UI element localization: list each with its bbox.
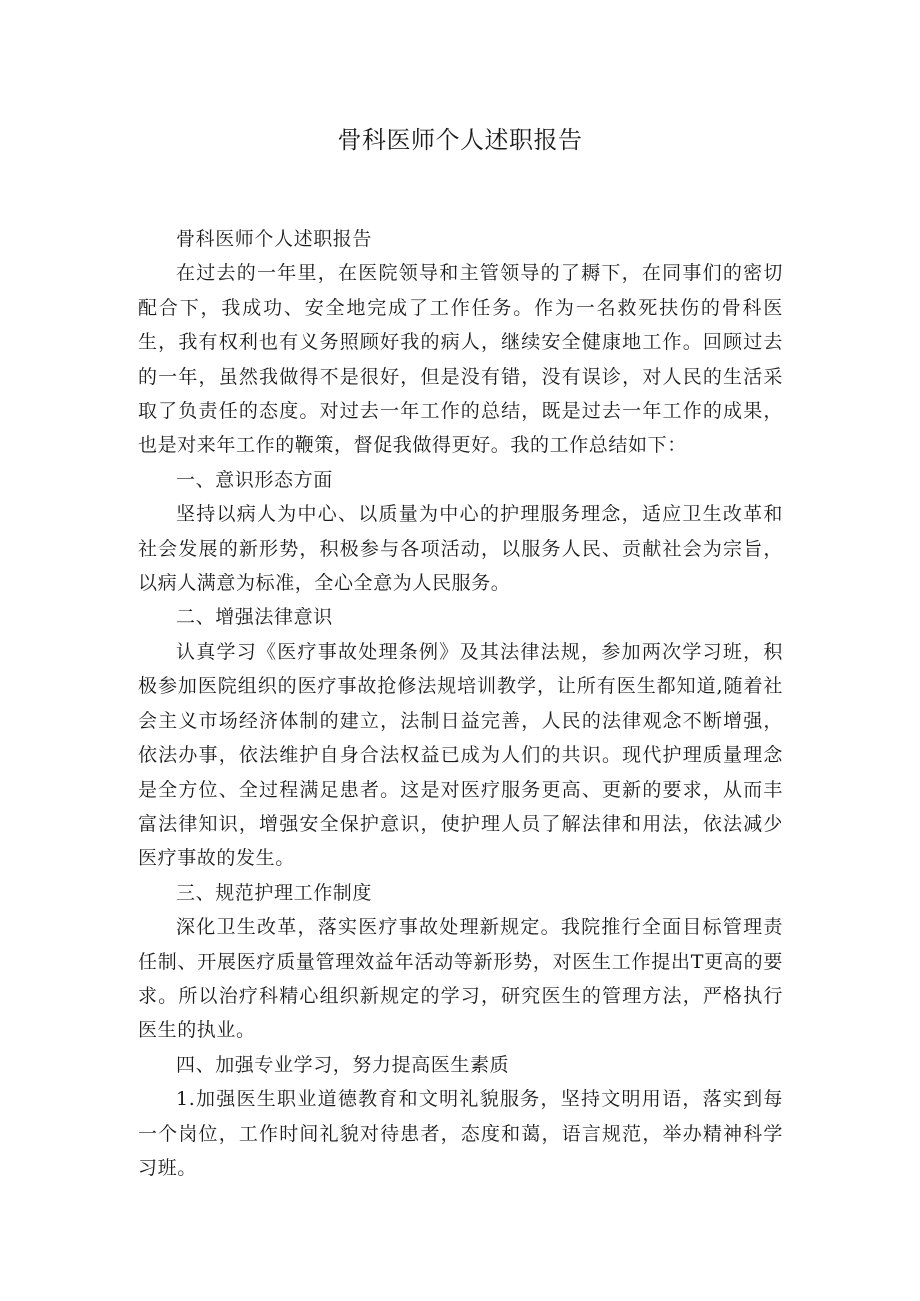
section-heading-1: 一、意识形态方面 [176,468,333,491]
document-title: 骨科医师个人述职报告 [337,126,583,154]
section-paragraph-2: 认真学习《医疗事故处理条例》及其法律法规，参加两次学习班，积极参加医院组织的医疗事故抢修法规培训教学，让所有医生都知道,随着社会主义市场经济体制的建立，法制日益完善，人民的法律观念不断增强，依法办事，依法维护自身合法权益已成为人们的共识。现代护理质量理念是全方位、全过程满足患者。这是对医疗服务更高、更新的要求，从而丰富法律知识，增强安全保护意识，使护理人员了解法律和用法，依法减少医疗事故的发生。 [138,640,783,870]
subtitle-heading: 骨科医师个人述职报告 [176,228,373,250]
section-heading-4: 四、加强专业学习，努力提高医生素质 [176,1053,510,1076]
section-paragraph-3: 深化卫生改革，落实医疗事故处理新规定。我院推行全面目标管理责任制、开展医疗质量管理效益年活动等新形势，对医生工作提出T更高的要求。所以治疗科精心组织新规定的学习，研究医生的管理方法，严格执行医生的执业。 [138,916,783,1042]
section-heading-2: 二、增强法律意识 [176,606,333,629]
section-heading-3: 三、规范护理工作制度 [176,881,373,904]
document-body [138,222,783,1185]
intro-paragraph: 在过去的一年里，在医院领导和主管领导的了耨下，在同事们的密切配合下，我成功、安全地完成了工作任务。作为一名救死扶伤的骨科医生，我有权利也有义务照顾好我的病人，继续安全健康地工作。回顾过去的一年，虽然我做得不是很好，但是没有错，没有误诊，对人民的生活采取了负责任的态度。对过去一年工作的总结，既是过去一年工作的成果，也是对来年工作的鞭策，督促我做得更好。我的工作总结如下： [138,262,783,457]
section-paragraph-1: 坚持以病人为中心、以质量为中心的护理服务理念，适应卫生改革和社会发展的新形势，积极参与各项活动，以服务人民、贡献社会为宗旨，以病人满意为标准，全心全意为人民服务。 [138,503,783,595]
section-paragraph-4: 1.加强医生职业道德教育和文明礼貌服务，坚持文明用语，落实到每一个岗位，工作时间礼貌对待患者，态度和蔼，语言规范，举办精神科学习班。 [138,1088,783,1179]
